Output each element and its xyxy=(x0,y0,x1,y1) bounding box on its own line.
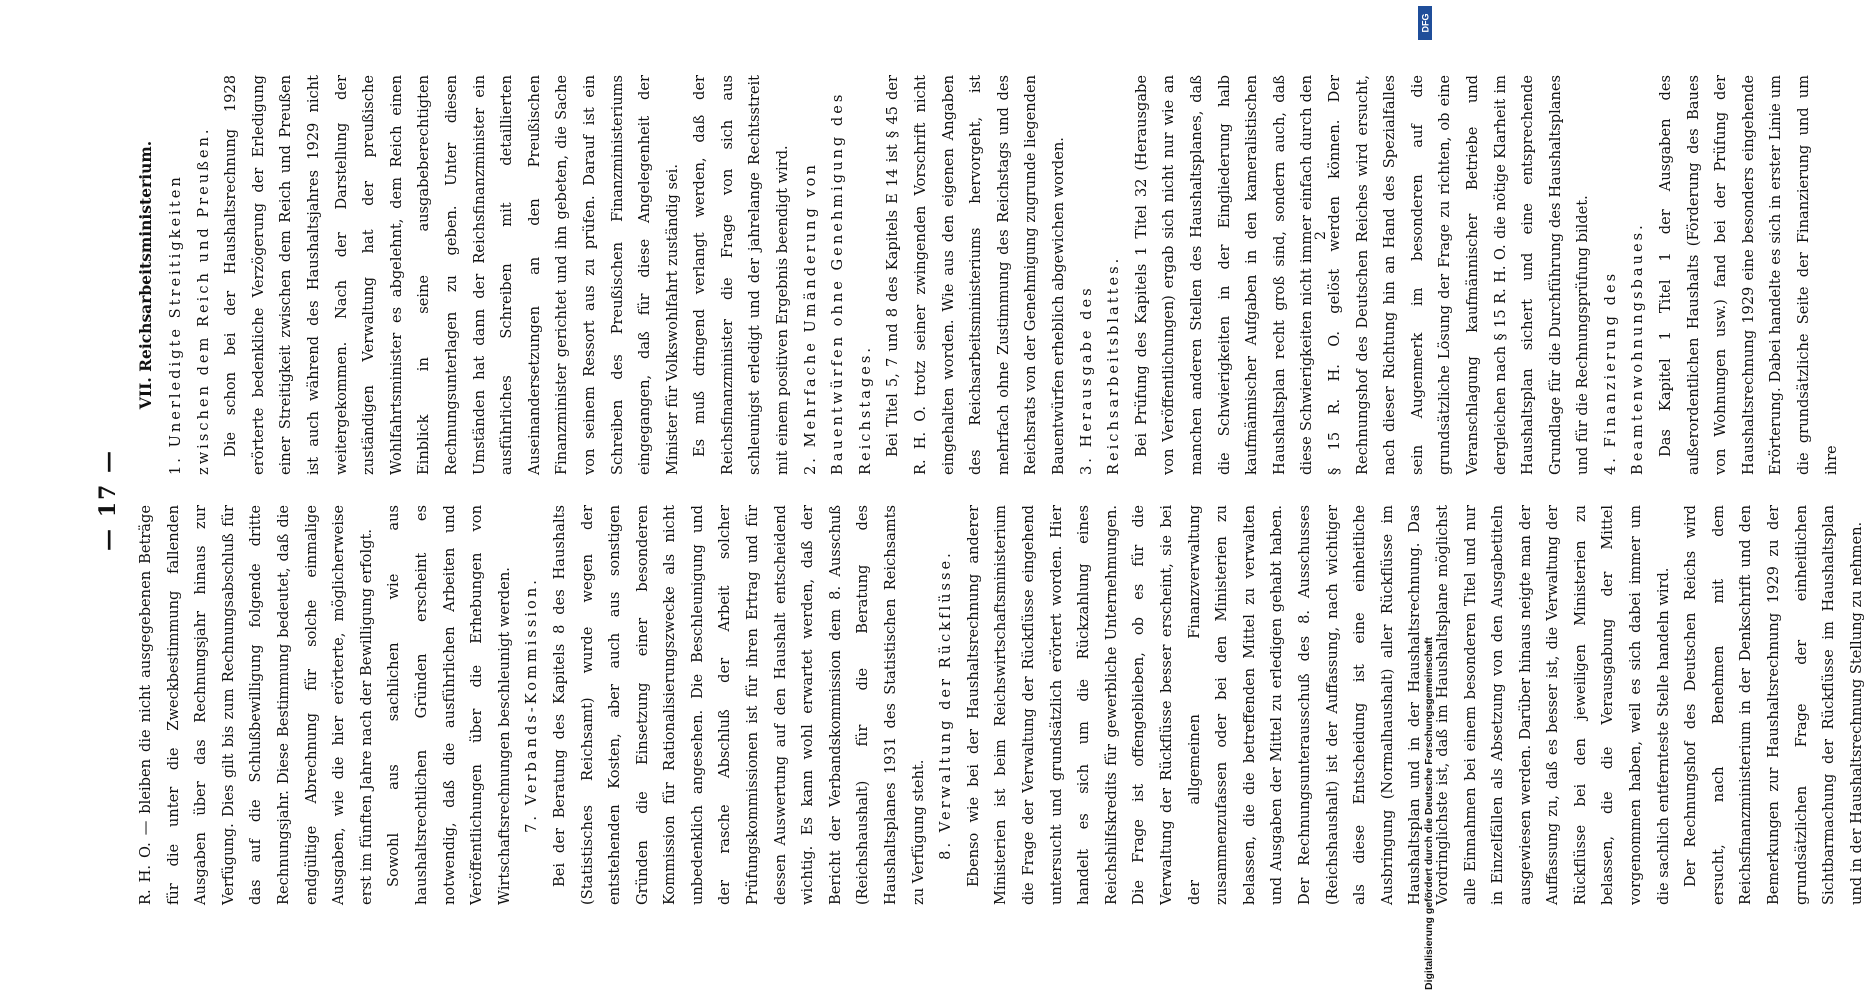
section-heading-2: 2. Mehrfache Umänderung von Bauentwürfen ohne Genehmigung des Reichstages. xyxy=(801,91,874,475)
right-column xyxy=(132,75,1840,475)
paragraph: Sowohl aus sachlichen wie aus haushaltsrechtlichen Gründen erscheint es notwendig, daß die ausführlichen Arbeiten und Veröffentlichungen über die Erhebungen von Wirtschaftsrechnungen beschleunigt werden. xyxy=(385,505,513,905)
section-heading-3: 3. Herausgabe des Reichsarbeitsblattes. xyxy=(1077,255,1123,475)
paragraph: R. H. O. — bleiben die nicht ausgegebenen Beträge für die unter die Zweckbestimmung fallenden Ausgaben über das Rechnungsjahr hinaus zur Verfügung. Dies gilt bis zum Rechnungsabschluß für das auf die Schlußbewilligung folgende dritte Rechnungsjahr. Diese Bestimmung bedeutet, daß die endgültige Abrechnung für solche einmalige Ausgaben, wie die hier erörterte, möglicherweise erst im fünften Jahre nach der Bewilligung erfolgt. xyxy=(137,505,375,905)
page-number: — 17 — xyxy=(95,449,121,551)
section-heading-4: 4. Finanzierung des Beamtenwohnungsbaues. xyxy=(1601,222,1647,475)
paragraph: Bei Prüfung des Kapitels 1 Titel 32 (Herausgabe von Veröffentlichungen) ergab sich nicht nur wie an manchen anderen Stellen des Haushaltsplanes, daß die Schwierigkeiten in der Eingliederung halb kaufmännischer Aufgaben in den kameralistischen Haushaltsplan recht groß sind, sondern auch, daß diese Schwierigkeiten nicht immer einfach durch den § 15 R. H. O. gelöst werden können. Der Rechnungshof des Deutschen Reiches wird ersucht, nach dieser Richtung hin an Hand des Spezialfalles sein Augenmerk im besonderen auf die grundsätzliche Lösung der Frage zu richten, ob eine Veranschlagung kaufmännischer Betriebe und dergleichen nach § 15 R. H. O. die nötige Klarheit im Haushaltsplan sichert und eine entsprechende Grundlage für die Durchführung des Haushaltsplanes und für die Rechnungsprüfung bildet. xyxy=(1132,75,1592,475)
dfg-logo-icon: DFG xyxy=(1418,6,1432,40)
chapter-title: VII. Reichsarbeitsministerium. xyxy=(136,140,155,410)
paragraph: Das Kapitel 1 Titel 1 der Ausgaben des außerordentlichen Haushalts (Förderung des Baues von Wohnungen usw.) fand bei der Prüfung der Haushaltsrechnung 1929 eine besonders eingehende Erörterung. Dabei handelte es sich in erster Linie um die grundsätzliche Seite der Finanzierung und um ihre xyxy=(1657,75,1840,475)
paragraph: Die schon bei der Haushaltsrechnung 1928 erörterte bedenkliche Verzögerung der Erledigung einer Streitigkeit zwischen dem Reich und Preußen ist auch während des Haushaltsjahres 1929 nicht weitergekommen. Nach der Darstellung der zuständigen Verwaltung hat der preußische Wohlfahrtsminister es abgelehnt, dem Reich einen Einblick in seine ausgabeberechtigten Rechnungsunterlagen zu geben. Unter diesen Umständen hat dann der Reichsfinanzminister ein ausführliches Schreiben mit detaillierten Auseinandersetzungen an den Preußischen Finanzminister gerichtet und ihn gebeten, die Sache von seinem Ressort aus zu prüfen. Darauf ist ein Schreiben des Preußischen Finanzministeriums eingegangen, daß für diese Angelegenheit der Minister für Volkswohlfahrt zuständig sei. xyxy=(222,75,681,475)
paragraph: Es muß dringend verlangt werden, daß der Reichsfinanzminister die Frage von sich aus schleunigst erledigt und der jahrelange Rechtsstreit mit einem positiven Ergebnis beendigt wird. xyxy=(691,75,792,475)
section-heading-8: 8. Verwaltung der Rückflüsse. xyxy=(937,550,955,860)
paragraph: Bei Titel 5, 7 und 8 des Kapitels E 14 ist § 45 der R. H. O. trotz seiner zwingenden Vorschrift nicht eingehalten worden. Wie aus den eigenen Angaben des Reichsarbeitsministeriums hervorgeht, ist mehrfach ohne Zustimmung des Reichstags und des Reichsrats von der Genehmigung zugrunde liegenden Bauentwürfen erheblich abgewichen worden. xyxy=(884,75,1067,475)
paragraph: Der Rechnungshof des Deutschen Reichs wird ersucht, nach Benehmen mit dem Reichsfinanzministerium in der Denkschrift und den Bemerkungen zur Haushaltsrechnung 1929 zu der grundsätzlichen Frage der einheitlichen Sichtbarmachung der Rückflüsse im Haushaltsplan und in der Haushaltsrechnung Stellung zu nehmen. xyxy=(1682,505,1865,905)
section-heading-7: 7. Verbands-Kommission. xyxy=(523,577,541,833)
paragraph: Ebenso wie bei der Haushaltsrechnung anderer Ministerien ist beim Reichswirtschaftsministerium die Frage der Verwaltung der Rückflüsse eingehend untersucht und grundsätzlich erörtert worden. Hier handelt es sich um die Rückzahlung eines Reichshilfskredits für gewerbliche Unternehmungen. Die Frage ist offengeblieben, ob es für die Verwaltung der Rückflüsse besser erscheint, sie bei der allgemeinen Finanzverwaltung zusammenzufassen oder bei den Ministerien zu belassen, die die betreffenden Mittel zu verwalten und Ausgaben der Mittel zu erledigen gehabt haben. Der Rechnungsunterausschuß des 8. Ausschusses (Reichshaushalt) ist der Auffassung, nach wichtiger als diese Entscheidung ist eine einheitliche Ausbringung (Normalhaushalt) aller Rückflüsse im Haushaltsplan und in der Haushaltsrechnung. Das Vordringlichste ist, daß im Haushaltsplane möglichst alle Einnahmen bei einem besonderen Titel und nur in Einzelfällen als Absetzung von den Ausgabetiteln ausgewiesen werden. Darüber hinaus neigte man der Auffassung zu, daß es besser ist, die Verwaltung der Rückflüsse bei den jeweiligen Ministerien zu belassen, die die Verausgabung der Mittel vorgenommen haben, weil es sich dabei immer um die sachlich entfernteste Stelle handeln wird. xyxy=(964,505,1672,905)
funding-credit: Digitalisierung gefördert durch die Deutsche Forschungsgemeinschaft xyxy=(1423,637,1435,990)
sheet-number: 2 xyxy=(1313,231,1329,240)
section-heading-1: 1. Unerledigte Streitigkeiten zwischen dem Reich und Preußen. xyxy=(167,126,212,475)
paragraph: Bei der Beratung des Kapitels 8 des Haushalts (Statistisches Reichsamt) wurde wegen der entstehenden Kosten, aber auch aus sonstigen Gründen die Einsetzung einer besonderen Kommission für Rationalisierungszwecke als nicht unbedenklich angesehen. Die Beschleunigung und der rasche Abschluß der Arbeit solcher Prüfungskommissionen ist für ihren Ertrag und für dessen Auswertung auf den Haushalt entscheidend wichtig. Es kann wohl erwartet werden, daß der Bericht der Verbandskommission dem 8. Ausschuß (Reichshaushalt) für die Beratung des Haushaltsplanes 1931 des Statistischen Reichsamts zu Verfügung steht. xyxy=(550,505,927,905)
